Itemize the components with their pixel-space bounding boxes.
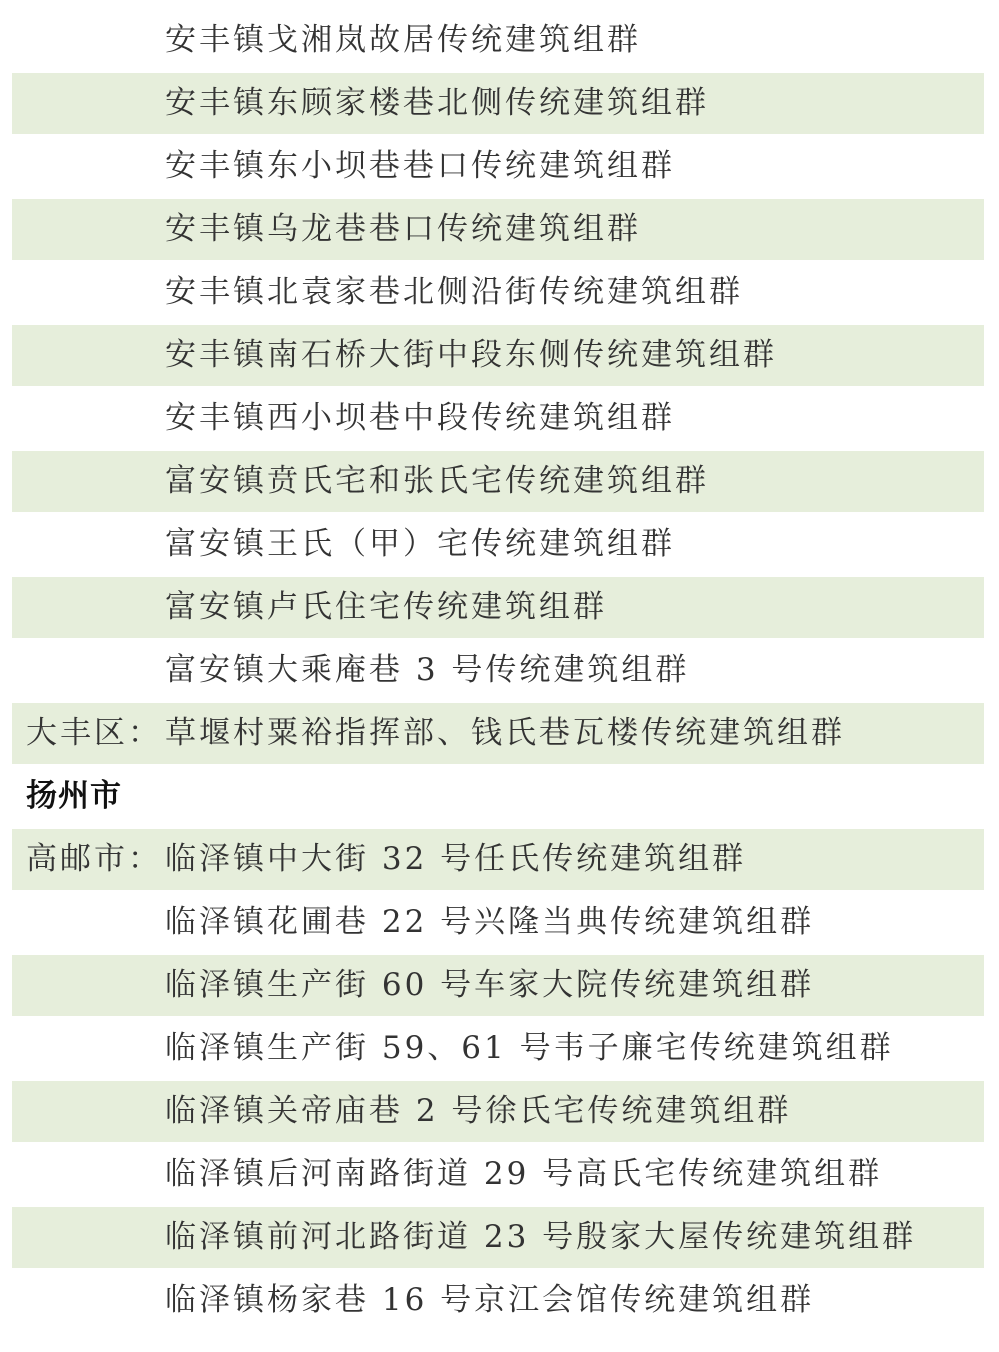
list-item [12,325,984,386]
list-item [12,388,984,449]
list-item [12,892,984,953]
list-item [12,1081,984,1142]
building-group-name: 富安镇大乘庵巷 3 号传统建筑组群 [165,652,690,688]
building-group-name: 安丰镇南石桥大街中段东侧传统建筑组群 [165,337,777,373]
building-group-name: 临泽镇中大街 32 号任氏传统建筑组群 [165,841,747,877]
list-item [12,136,984,197]
building-group-name: 临泽镇生产街 59、61 号韦子廉宅传统建筑组群 [165,1030,894,1066]
building-group-name: 安丰镇东小坝巷巷口传统建筑组群 [165,148,675,184]
building-list [12,10,984,1333]
list-item [12,1144,984,1205]
list-item [12,10,984,71]
district-label: 高邮市： [26,841,162,877]
district-label: 大丰区： [26,715,162,751]
list-item [12,451,984,512]
building-group-name: 安丰镇乌龙巷巷口传统建筑组群 [165,211,641,247]
building-group-name: 富安镇卢氏住宅传统建筑组群 [165,589,607,625]
building-group-name: 安丰镇东顾家楼巷北侧传统建筑组群 [165,85,709,121]
list-item [12,514,984,575]
building-group-name: 草堰村粟裕指挥部、钱氏巷瓦楼传统建筑组群 [165,715,845,751]
building-group-name: 临泽镇后河南路街道 29 号高氏宅传统建筑组群 [165,1156,883,1192]
building-group-name: 临泽镇生产街 60 号车家大院传统建筑组群 [165,967,815,1003]
list-item [12,577,984,638]
building-group-name: 富安镇王氏（甲）宅传统建筑组群 [165,526,675,562]
building-group-name: 富安镇贲氏宅和张氏宅传统建筑组群 [165,463,709,499]
building-group-name: 临泽镇关帝庙巷 2 号徐氏宅传统建筑组群 [165,1093,792,1129]
building-group-name: 安丰镇戈湘岚故居传统建筑组群 [165,22,641,58]
list-item [12,262,984,323]
building-group-name: 临泽镇前河北路街道 23 号殷家大屋传统建筑组群 [165,1219,917,1255]
section-heading-row [12,766,984,827]
list-item [12,829,984,890]
building-group-name: 临泽镇杨家巷 16 号京江会馆传统建筑组群 [165,1282,815,1318]
list-item [12,73,984,134]
building-group-name: 安丰镇西小坝巷中段传统建筑组群 [165,400,675,436]
list-item [12,1207,984,1268]
list-item [12,1018,984,1079]
list-item [12,703,984,764]
list-item [12,640,984,701]
building-group-name: 安丰镇北袁家巷北侧沿街传统建筑组群 [165,274,743,310]
city-heading: 扬州市 [26,778,122,814]
list-item [12,1270,984,1331]
list-item [12,955,984,1016]
list-item [12,199,984,260]
building-group-name: 临泽镇花圃巷 22 号兴隆当典传统建筑组群 [165,904,815,940]
